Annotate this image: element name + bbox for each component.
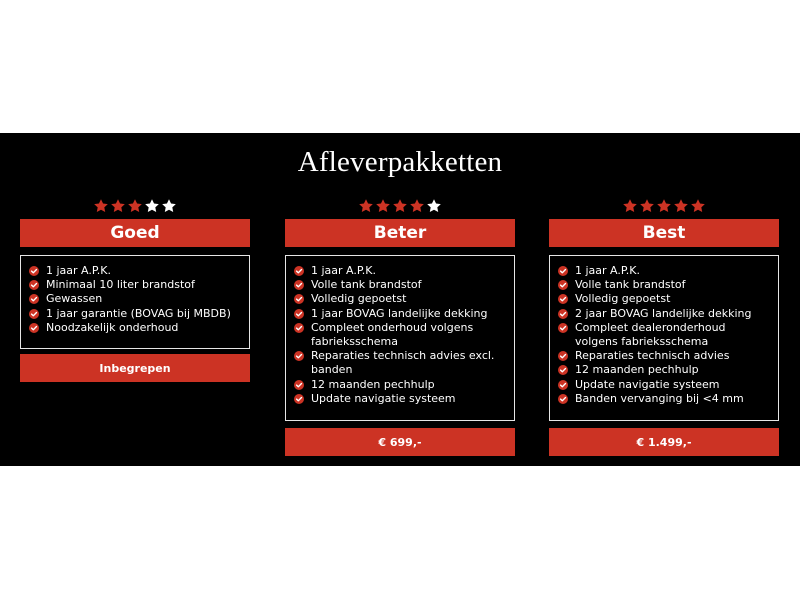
feature-text: Volle tank brandstof [575, 278, 686, 292]
feature-item [294, 292, 506, 306]
package-beter [285, 196, 515, 456]
star-icon [656, 198, 672, 214]
feature-text: Reparaties technisch advies excl. banden [311, 349, 495, 377]
feature-text: Compleet onderhoud volgens fabrieksschema [311, 320, 474, 349]
package-best [549, 196, 779, 456]
feature-item [29, 278, 241, 292]
feature-list [20, 255, 250, 349]
feature-list [285, 255, 515, 421]
feature-item [558, 264, 770, 278]
star-icon [127, 198, 143, 214]
check-circle-icon [558, 280, 568, 290]
check-circle-icon [29, 323, 39, 333]
feature-text: 12 maanden pechhulp [575, 363, 699, 377]
feature-item [294, 349, 506, 377]
feature-text: Volledig gepoetst [575, 292, 671, 306]
feature-item [294, 264, 506, 278]
star-icon [639, 198, 655, 214]
package-goed [20, 196, 250, 382]
feature-item [558, 278, 770, 292]
check-circle-icon [294, 380, 304, 390]
price-button[interactable]: € 699,- [285, 428, 515, 456]
page-title: Afleverpakketten [297, 146, 503, 178]
package-name: Best [549, 219, 779, 247]
feature-text: Update navigatie systeem [575, 377, 720, 391]
star-icon [690, 198, 706, 214]
feature-text: Minimaal 10 liter brandstof [46, 278, 195, 292]
price-button[interactable]: Inbegrepen [20, 354, 250, 382]
feature-item [294, 278, 506, 292]
star-icon [392, 198, 408, 214]
check-circle-icon [294, 266, 304, 276]
check-circle-icon [558, 266, 568, 276]
feature-item [558, 392, 770, 406]
feature-text: Reparaties technisch advies [575, 349, 730, 363]
star-icon [93, 198, 109, 214]
check-circle-icon [294, 309, 304, 319]
check-circle-icon [294, 394, 304, 404]
feature-text: Volle tank brandstof [311, 278, 422, 292]
feature-text: 2 jaar BOVAG landelijke dekking [575, 306, 752, 320]
feature-text: 1 jaar A.P.K. [311, 264, 377, 277]
check-circle-icon [558, 380, 568, 390]
star-icon [144, 198, 160, 214]
feature-text: Update navigatie systeem [311, 391, 456, 405]
rating-stars [549, 196, 779, 216]
feature-text: 1 jaar garantie (BOVAG bij MBDB) [46, 306, 231, 320]
check-circle-icon [294, 280, 304, 290]
check-circle-icon [29, 294, 39, 304]
feature-text: 1 jaar BOVAG landelijke dekking [311, 306, 488, 320]
rating-stars [285, 196, 515, 216]
feature-text: Banden vervanging bij <4 mm [575, 391, 744, 405]
star-icon [161, 198, 177, 214]
feature-item [29, 264, 241, 278]
check-circle-icon [29, 309, 39, 319]
feature-item [29, 292, 241, 306]
star-icon [110, 198, 126, 214]
feature-text: 1 jaar A.P.K. [46, 264, 112, 277]
check-circle-icon [294, 351, 304, 361]
check-circle-icon [29, 280, 39, 290]
feature-text: Noodzakelijk onderhoud [46, 320, 179, 334]
star-icon [409, 198, 425, 214]
star-icon [358, 198, 374, 214]
feature-item [558, 363, 770, 377]
star-icon [426, 198, 442, 214]
feature-item [558, 321, 770, 349]
feature-item [558, 349, 770, 363]
feature-item [558, 378, 770, 392]
feature-item [29, 321, 241, 335]
feature-text: Volledig gepoetst [311, 292, 407, 306]
feature-item [558, 307, 770, 321]
check-circle-icon [558, 365, 568, 375]
feature-item [294, 307, 506, 321]
feature-item [294, 378, 506, 392]
check-circle-icon [558, 323, 568, 333]
feature-text: 12 maanden pechhulp [311, 377, 435, 391]
check-circle-icon [294, 323, 304, 333]
package-name: Beter [285, 219, 515, 247]
feature-item [294, 392, 506, 406]
check-circle-icon [558, 309, 568, 319]
package-name: Goed [20, 219, 250, 247]
check-circle-icon [558, 394, 568, 404]
feature-text: 1 jaar A.P.K. [575, 264, 641, 277]
check-circle-icon [558, 351, 568, 361]
star-icon [673, 198, 689, 214]
check-circle-icon [29, 266, 39, 276]
rating-stars [20, 196, 250, 216]
price-button[interactable]: € 1.499,- [549, 428, 779, 456]
feature-text: Compleet dealeronderhoud volgens fabrieksschema [575, 320, 726, 349]
star-icon [375, 198, 391, 214]
feature-item [294, 321, 506, 349]
star-icon [622, 198, 638, 214]
feature-list [549, 255, 779, 421]
feature-text: Gewassen [46, 292, 103, 306]
check-circle-icon [558, 294, 568, 304]
feature-item [29, 307, 241, 321]
feature-item [558, 292, 770, 306]
check-circle-icon [294, 294, 304, 304]
